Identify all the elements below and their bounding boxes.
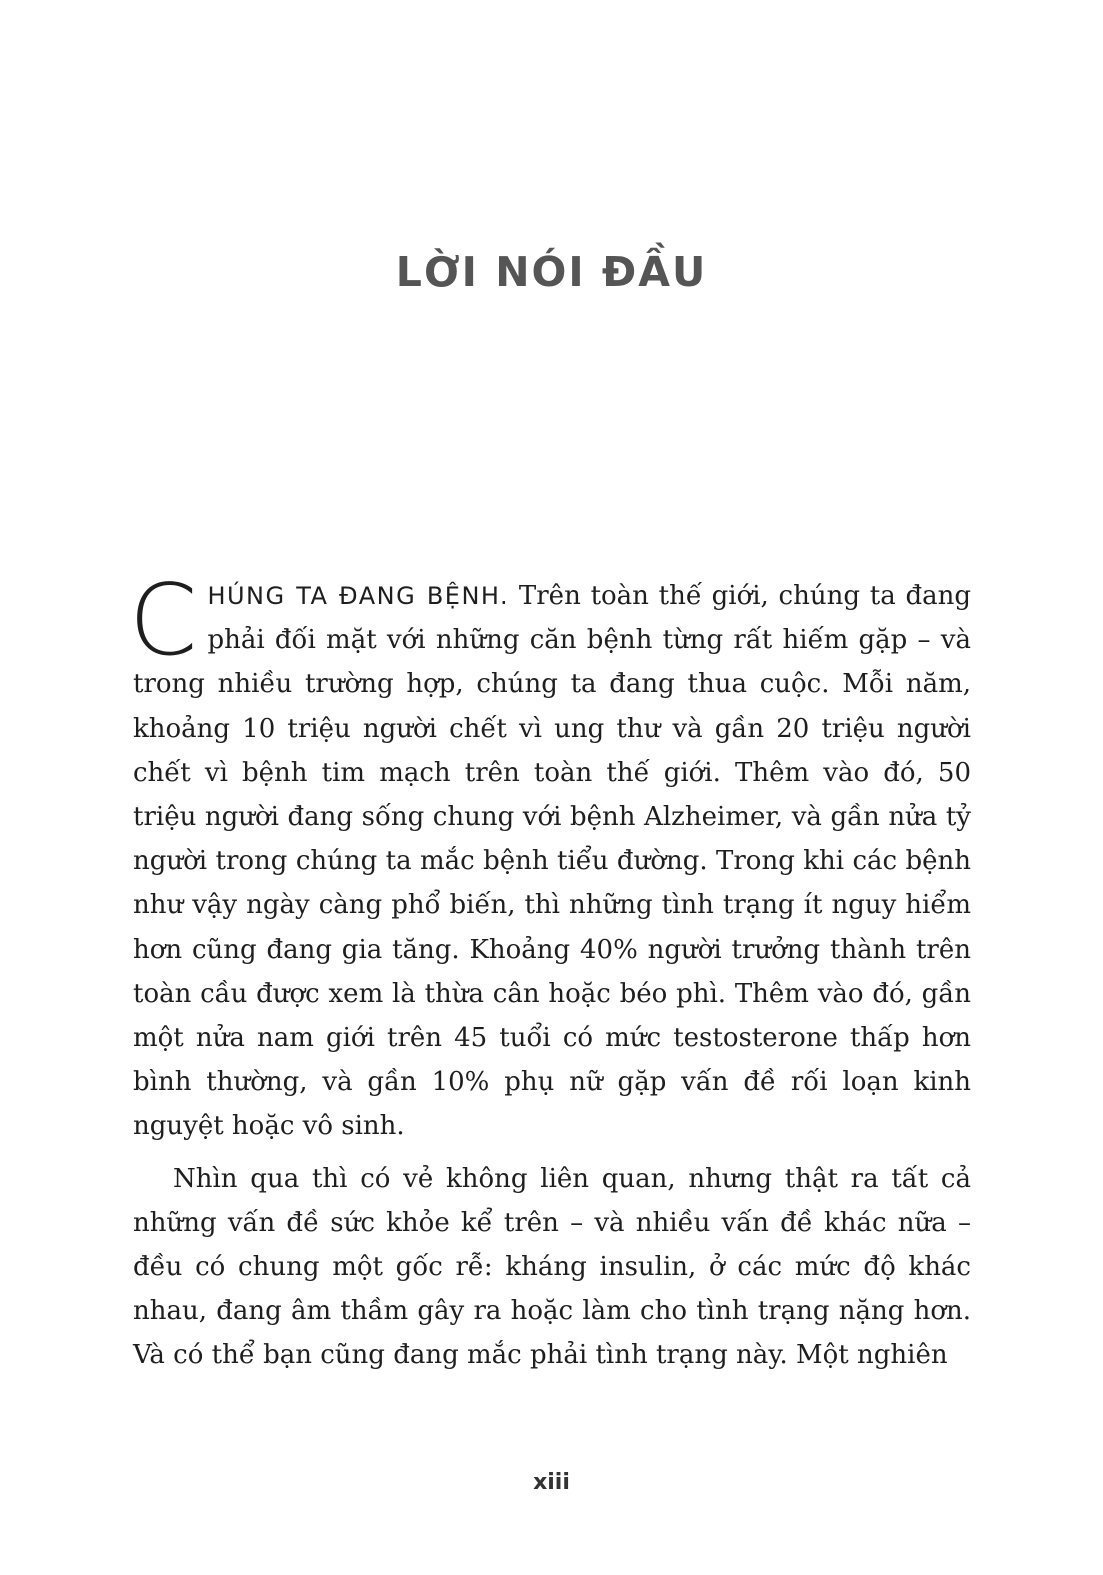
paragraph-1 <box>129 564 971 1149</box>
page-number: xiii <box>533 1470 570 1495</box>
chapter-title: LỜI NÓI ĐẦU <box>395 248 708 296</box>
drop-cap: C <box>129 564 198 678</box>
lead-in: HÚNG TA ĐANG BỆNH. <box>207 582 510 610</box>
body-text <box>129 564 971 1378</box>
paragraph-2: Nhìn qua thì có vẻ không liên quan, nhưng thật ra tất cả những vấn đề sức khỏe kể trên – và nhiều vấn đề khác nữa – đều có chung một gốc rễ: kháng insulin, ở các mức độ khác nhau, đang âm thầm gây ra hoặc làm cho tình trạng nặng hơn. Và có thể bạn cũng đang mắc phải tình trạng này. Một nghiên <box>133 1163 971 1371</box>
paragraph-1-text: Trên toàn thế giới, chúng ta đang phải đối mặt với những căn bệnh từng rất hiếm gặp – và trong nhiều trường hợp, chúng ta đang thua cuộc. Mỗi năm, khoảng 10 triệu người chết vì ung thư và gần 20 triệu người chết vì bệnh tim mạch trên toàn thế giới. Thêm vào đó, 50 triệu người đang sống chung với bệnh Alzheimer, và gần nửa tỷ người trong chúng ta mắc bệnh tiểu đường. Trong khi các bệnh như vậy ngày càng phổ biến, thì những tình trạng ít nguy hiểm hơn cũng đang gia tăng. Khoảng 40% người trưởng thành trên toàn cầu được xem là thừa cân hoặc béo phì. Thêm vào đó, gần một nửa nam giới trên 45 tuổi có mức testosterone thấp hơn bình thường, và gần 10% phụ nữ gặp vấn đề rối loạn kinh nguyệt hoặc vô sinh. <box>133 581 971 1142</box>
